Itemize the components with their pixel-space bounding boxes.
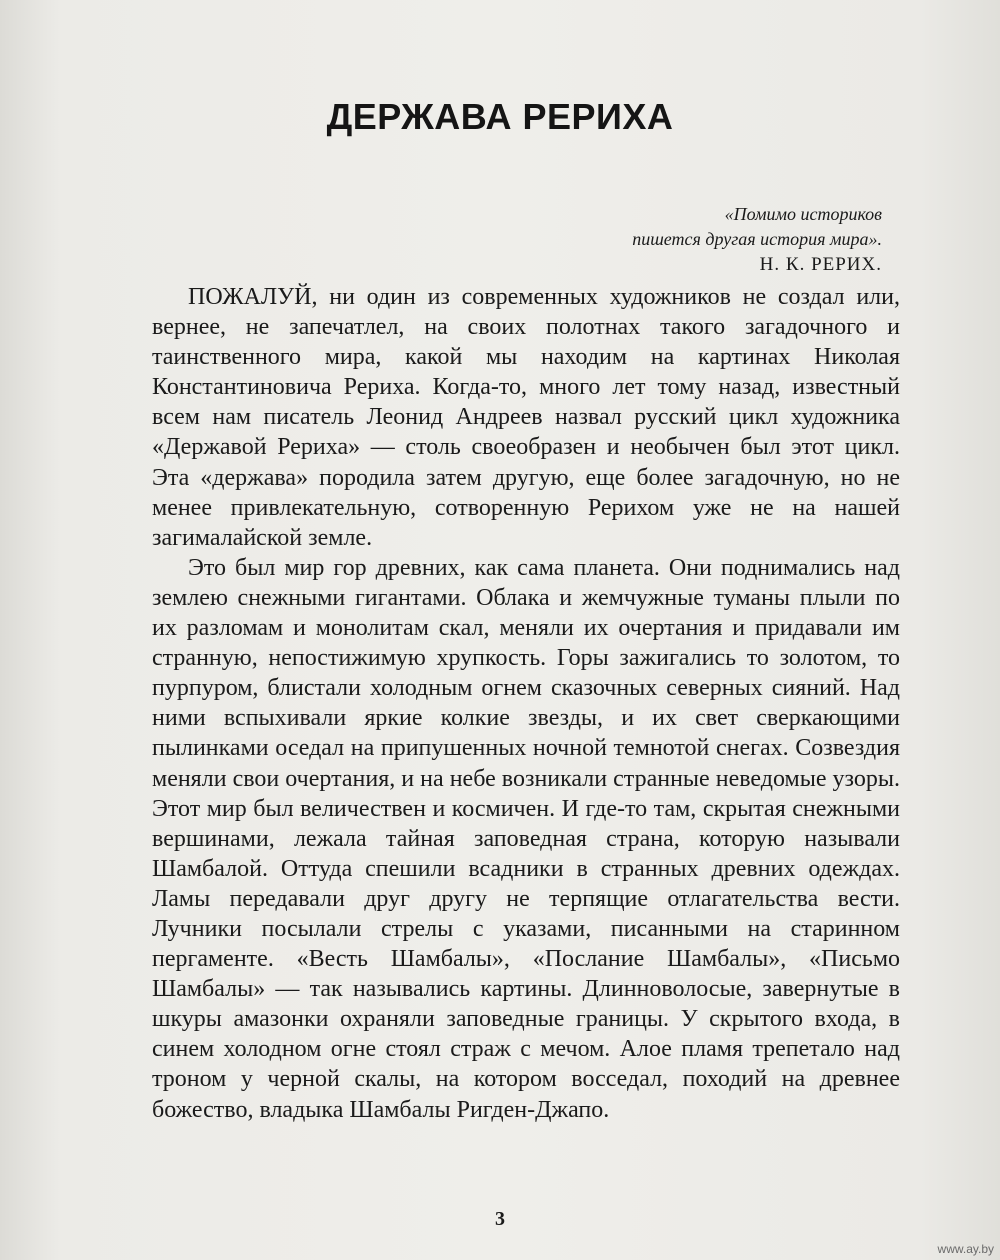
epigraph [462,202,882,278]
paragraph-2: Это был мир гор древних, как сама планета. Они поднимались над землею снежными гигантами. Облака и жемчужные туманы плыли по их разломам и монолитам скал, меняли их очертания и придавали им странную, непостижимую хрупкость. Горы зажигались то золотом, то пурпуром, блистали холодным огнем сказочных северных сияний. Над ними вспыхивали яркие колкие звезды, и их свет сверкающими пылинками оседал на припушенных ночной темнотой снегах. Созвездия меняли свои очертания, и на небе возникали странные неведомые узоры. Этот мир был величествен и космичен. И где-то там, скрытая снежными вершинами, лежала тайная заповедная страна, которую называли Шамбалой. Оттуда спешили всадники в странных древних одеждах. Ламы передавали друг другу не терпящие отлагательства вести. Лучники посылали стрелы с указами, писанными на старинном пергаменте. «Весть Шамбалы», «Послание Шамбалы», «Письмо Шамбалы» — так назывались картины. Длинноволосые, завернутые в шкуры амазонки охраняли заповедные границы. У скрытого входа, в синем холодном огне стоял страж с мечом. Алое пламя трепетало над троном у черной скалы, на котором восседал, походий на древнее божество, владыка Шамбалы Ригден-Джапо. [152,554,900,1123]
page-number: 3 [495,1208,505,1230]
epigraph-line-1: «Помимо историков [724,204,882,224]
epigraph-author: Н. К. РЕРИХ. [759,254,882,275]
chapter-title: ДЕРЖАВА РЕРИХА [326,96,674,137]
body-text [152,282,900,1125]
watermark: www.ay.by [937,1242,994,1256]
paragraph-1: ПОЖАЛУЙ, ни один из современных художников не создал или, вернее, не запечатлел, на своих полотнах такого загадочного и таинственного мира, какой мы находим на картинах Николая Константиновича Рериха. Когда-то, много лет тому назад, известный всем нам писатель Леонид Андреев назвал русский цикл художника «Державой Рериха» — столь своеобразен и необычен был этот цикл. Эта «держава» породила затем другую, еще более загадочную, но не менее привлекательную, сотворенную Рерихом уже не на нашей загималайской земле. [152,284,900,551]
epigraph-line-2: пишется другая история мира». [632,229,882,249]
